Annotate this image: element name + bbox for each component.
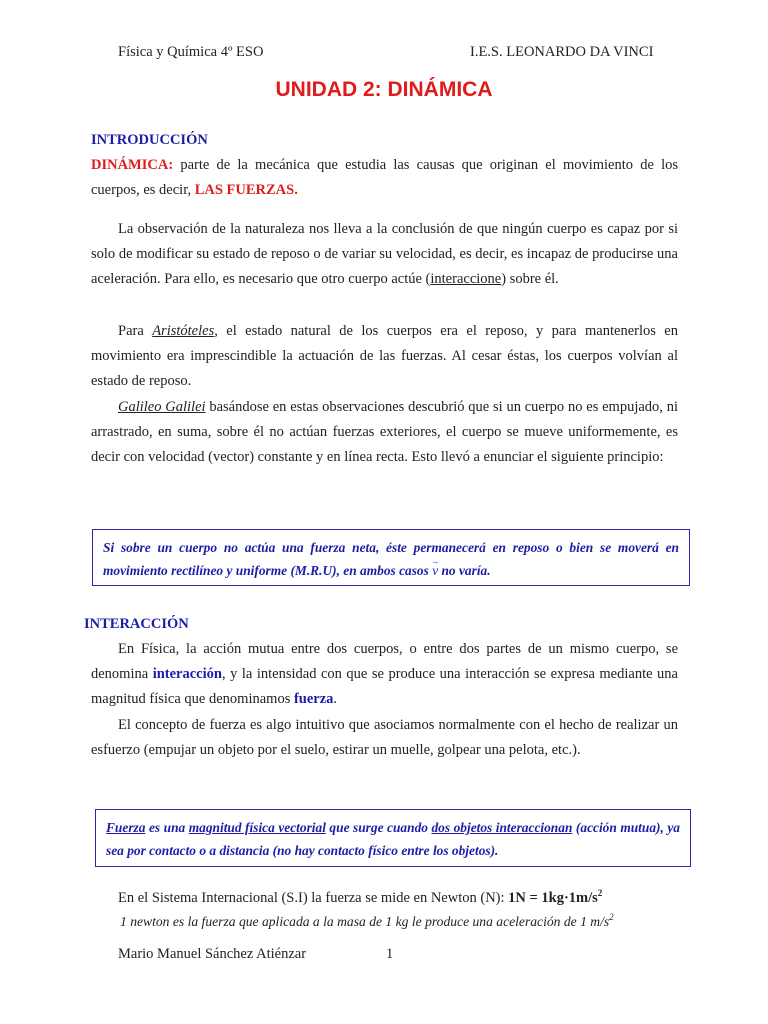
- definition-dinamica: [91, 153, 678, 203]
- newton-definition-text: 1 newton es la fuerza que aplicada a la masa de 1 kg le produce una aceleración de 1 m/s: [120, 914, 610, 929]
- footer-page-number: 1: [386, 946, 394, 962]
- velocity-vector-symbol: → v: [432, 559, 438, 582]
- name-galileo: Galileo Galilei: [118, 399, 206, 415]
- header-school: I.E.S. LEONARDO DA VINCI: [470, 44, 654, 60]
- term-dinamica: DINÁMICA:: [91, 157, 174, 173]
- page-title: UNIDAD 2: DINÁMICA: [275, 78, 493, 101]
- paragraph-text: , y la intensidad con que se produce una interacción se expresa mediante una magnitud física que denominamos: [91, 666, 678, 707]
- principle-box: [92, 529, 690, 586]
- paragraph-text: , el estado natural de los cuerpos era el reposo, y para mantenerlos en movimiento era imprescindible la actuación de las fuerzas. Al cesar éstas, los cuerpos volvían al estado de reposo.: [91, 323, 678, 389]
- paragraph-text: ) sobre él.: [501, 271, 559, 287]
- section-heading-interaccion: INTERACCIÓN: [84, 616, 189, 632]
- principle-text: [103, 536, 679, 582]
- newton-exponent: 2: [609, 912, 614, 922]
- principle-text-part: no varía.: [438, 563, 491, 578]
- term-interaccione: interaccione: [430, 271, 502, 287]
- definition-text: parte de la mecánica que estudia las causas que originan el movimiento de los cuerpos, es decir,: [91, 157, 678, 198]
- si-unit-line: [118, 888, 602, 907]
- section-heading-introduccion: INTRODUCCIÓN: [91, 132, 208, 148]
- term-objetos-interaccionan: dos objetos interaccionan: [431, 820, 573, 835]
- paragraph-text: .: [333, 691, 338, 707]
- name-aristoteles: Aristóteles: [152, 323, 215, 339]
- paragraph-aristoteles: [91, 319, 678, 394]
- newton-definition: [120, 912, 614, 930]
- paragraph-galileo: [91, 395, 678, 470]
- definition-box-fuerza: [95, 809, 691, 867]
- paragraph-interaccion: [91, 637, 678, 712]
- header-subject: Física y Química 4º ESO: [118, 44, 264, 60]
- term-fuerza: fuerza: [293, 691, 334, 707]
- term-magnitud-vectorial: magnitud física vectorial: [188, 820, 326, 835]
- paragraph-observacion: [91, 217, 678, 292]
- footer-author: Mario Manuel Sánchez Atiénzar: [118, 946, 307, 962]
- definition-part: (acción mutua), ya sea por contacto o a distancia (no hay contacto físico entre los objetos).: [106, 820, 681, 858]
- paragraph-text: En Física, la acción mutua entre dos cuerpos, o entre dos partes de un mismo cuerpo, se denomina: [91, 641, 678, 682]
- paragraph-text: Para: [118, 323, 153, 339]
- newton-formula-text: 1N = 1kg·1m/s: [508, 890, 598, 906]
- paragraph-text: basándose en estas observaciones descubrió que si un cuerpo no es empujado, ni arrastrado, en suma, sobre él no actúan fuerzas exteriores, el cuerpo se mueve uniformemente, es decir con velocidad (vector) constante y en línea recta. Esto llevó a enunciar el siguiente principio:: [91, 399, 678, 465]
- definition-part: que surge cuando: [325, 820, 432, 835]
- paragraph-text: La observación de la naturaleza nos lleva a la conclusión de que ningún cuerpo es capaz por si solo de modificar su estado de reposo o de variar su velocidad, es decir, es incapaz de producirse una aceleración. Para ello, es necesario que otro cuerpo actúe (: [91, 221, 678, 287]
- term-interaccion: interacción: [152, 666, 222, 682]
- definition-fuerza-text: [106, 816, 680, 862]
- paragraph-concepto-fuerza: El concepto de fuerza es algo intuitivo que asociamos normalmente con el hecho de realizar un esfuerzo (empujar un objeto por el suelo, estirar un muelle, golpear una pelota, etc.).: [91, 717, 678, 758]
- newton-formula: [508, 890, 602, 906]
- term-fuerza-box: Fuerza: [106, 820, 146, 835]
- principle-text-part: Si sobre un cuerpo no actúa una fuerza neta, éste permanecerá en reposo o bien se moverá en movimiento rectilíneo y uniforme (M.R.U), en ambos casos: [103, 540, 679, 578]
- definition-part: es una: [145, 820, 189, 835]
- si-unit-text: En el Sistema Internacional (S.I) la fuerza se mide en Newton (N):: [118, 890, 509, 906]
- term-las-fuerzas: LAS FUERZAS.: [194, 182, 298, 198]
- formula-exponent: 2: [597, 888, 603, 898]
